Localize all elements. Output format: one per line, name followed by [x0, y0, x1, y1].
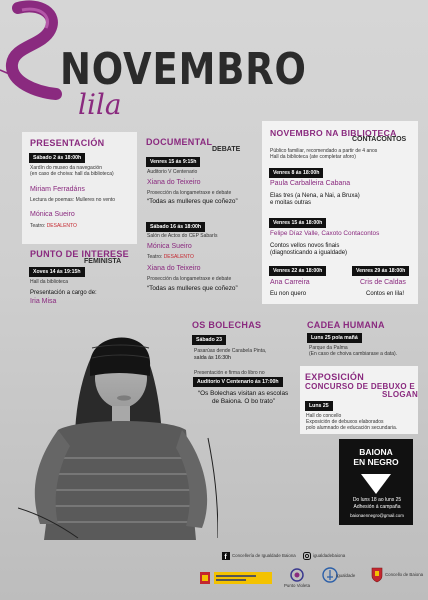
documental-heading2: DEBATE: [212, 146, 241, 153]
punto-name: Iria Misa: [30, 298, 57, 305]
bolechas-quote2: de Baiona. O bo trato”: [212, 398, 275, 405]
baiona-email: baionaennegro@gmail.com: [350, 513, 404, 518]
documental-place2: Salón de Actos do CEP Sabarís: [147, 233, 218, 239]
biblioteca-date1: Venres 8 ás 18:00h: [269, 168, 323, 178]
bolechas-heading: OS BOLECHAS: [192, 320, 262, 330]
instagram-label[interactable]: igualdadebaiona: [313, 553, 346, 558]
presentacion-place: Xardín do museo da navegación: [30, 165, 102, 171]
igualdade-label: Igualdade: [336, 573, 356, 578]
theatre-title: DESALENTO: [163, 254, 194, 260]
punto-violeta-logo: [289, 568, 305, 582]
presentacion-place-note: (en caso de choiva: hall da biblioteca): [30, 171, 114, 177]
woman-photo: [18, 318, 218, 540]
facebook-label[interactable]: Concellería de Igualdade Baiona: [232, 553, 296, 558]
spain-government-logo: [200, 570, 272, 586]
bolechas-quote1: “Os Bolechas visitan as escolas: [198, 390, 289, 397]
documental-quote3: “Todas as mulleres que coñezo”: [147, 285, 238, 292]
theatre-title: DESALENTO: [46, 223, 77, 229]
footer: [0, 540, 428, 600]
biblioteca-name1: Paula Carballeira Cabana: [270, 180, 351, 187]
svg-text:f: f: [224, 554, 227, 560]
theatre-prefix: Teatro:: [30, 223, 47, 229]
presentacion-heading: PRESENTACIÓN: [30, 138, 105, 148]
presentacion-name1: Miriam Ferradáns: [30, 186, 85, 193]
biblioteca-desc4: Contos en lila!: [366, 291, 405, 297]
baiona-text1: Do luns 18 ao luns 25: [352, 497, 402, 503]
exposicion-text1: Exposición de debuxos elaborados: [306, 419, 384, 425]
biblioteca-desc3: Eu non quero: [270, 291, 307, 297]
documental-heading: DOCUMENTAL: [146, 137, 213, 147]
biblioteca-date3: Venres 22 ás 18:00h: [269, 266, 326, 276]
punto-heading: PUNTO DE INTERESE: [30, 249, 129, 259]
presentacion-date: Sábado 2 ás 18:00h: [29, 153, 85, 163]
biblioteca-name3: Ana Carreira: [270, 279, 310, 286]
biblioteca-desc2b: (diagnosticando a igualdade): [270, 250, 348, 256]
bolechas-place1: Pasarúas dende Carabela Pinta,: [194, 348, 267, 354]
exposicion-date: Luns 25: [305, 401, 333, 411]
documental-name3: Xiana do Teixeiro: [147, 265, 201, 272]
documental-name2: Mónica Sueiro: [147, 243, 192, 250]
baiona-text2: Adhesión á campaña: [353, 504, 401, 510]
page-title: NOVEMBRO: [60, 44, 307, 95]
cadea-note: (En caso de choiva cambiarase a data).: [309, 351, 398, 357]
documental-name1: Xiana do Teixeiro: [147, 179, 201, 186]
documental-quote1: “Todas as mulleres que coñezo”: [147, 198, 238, 205]
biblioteca-intro2: Hall da biblioteca (ate completar aforo): [270, 154, 356, 160]
biblioteca-heading2: CONTACONTOS: [352, 136, 407, 143]
cadea-heading: CADEA HUMANA: [307, 320, 385, 330]
presentacion-name2: Mónica Sueiro: [30, 211, 75, 218]
presentacion-desc1: Lectura de poemas: Mulleres no vento: [30, 197, 116, 203]
punto-violeta-label: Punto Violeta: [284, 583, 311, 588]
biblioteca-desc1b: e moitas outras: [270, 200, 312, 206]
exposicion-heading2: CONCURSO DE DEBUXO E: [305, 382, 416, 391]
biblioteca-intro1: Público familiar, recomendado a partir de 4 anos: [270, 148, 378, 154]
exposicion-place: Hall do concello: [306, 413, 342, 419]
bolechas-text: Presentación e firma do libro no: [194, 370, 265, 376]
cadea-date: Luns 25 pola mañá: [307, 333, 362, 343]
documental-date2: Sábado 16 ás 18:00h: [146, 222, 205, 232]
punto-date: Xoves 14 ás 19:15h: [29, 267, 85, 277]
bolechas-date2: Auditorio V Centenario ás 17:00h: [193, 377, 283, 387]
concello-baiona-crest: [371, 567, 383, 583]
bolechas-place1b: saída ás 16:30h: [194, 355, 231, 361]
documental-date1: Venres 15 ás 9:15h: [146, 157, 200, 167]
concello-baiona-label: Concello de Baiona: [385, 572, 424, 577]
cadea-place: Parque da Palma: [309, 345, 348, 351]
biblioteca-desc1a: Elas tres (a Nena, a Nai, a Bruxa): [270, 193, 360, 199]
biblioteca-heading: NOVEMBRO NA BIBLIOTECA: [270, 128, 397, 138]
biblioteca-desc2a: Contos vellos novos finais: [270, 243, 340, 249]
biblioteca-date4: Venres 29 ás 18:00h: [352, 266, 409, 276]
facebook-icon[interactable]: [222, 552, 230, 560]
baiona-title2: EN NEGRO: [353, 457, 399, 467]
documental-desc1: Proxección da longametraxe e debate: [147, 190, 232, 196]
punto-heading2: FEMINISTA: [84, 258, 122, 265]
page-subtitle: lila: [78, 88, 122, 121]
documental-place1: Auditorio V Centenario: [147, 169, 198, 175]
biblioteca-date2: Venres 15 ás 18:00h: [269, 218, 326, 228]
baiona-title1: BAIONA: [359, 447, 393, 457]
presentacion-theatre: [30, 223, 77, 229]
biblioteca-name2: Felipe Díaz Valle, Caxoto Contacontos: [270, 230, 380, 237]
documental-desc3: Proxección da longametraxe e debate: [147, 276, 232, 282]
theatre-prefix: Teatro:: [147, 254, 164, 260]
documental-theatre: [147, 254, 194, 260]
instagram-icon[interactable]: [303, 552, 311, 560]
punto-text: Presentación a cargo de:: [30, 290, 97, 296]
triangle-down-icon: [339, 472, 413, 496]
exposicion-heading3: SLOGAN: [382, 390, 419, 399]
bolechas-date1: Sábado 23: [192, 335, 226, 345]
exposicion-heading: EXPOSICIÓN: [305, 372, 365, 382]
punto-place: Hall da biblioteca: [30, 279, 69, 285]
exposicion-text2: polo alumnado de educación secundaria.: [306, 425, 398, 431]
biblioteca-name4: Cris de Caldas: [360, 279, 406, 286]
